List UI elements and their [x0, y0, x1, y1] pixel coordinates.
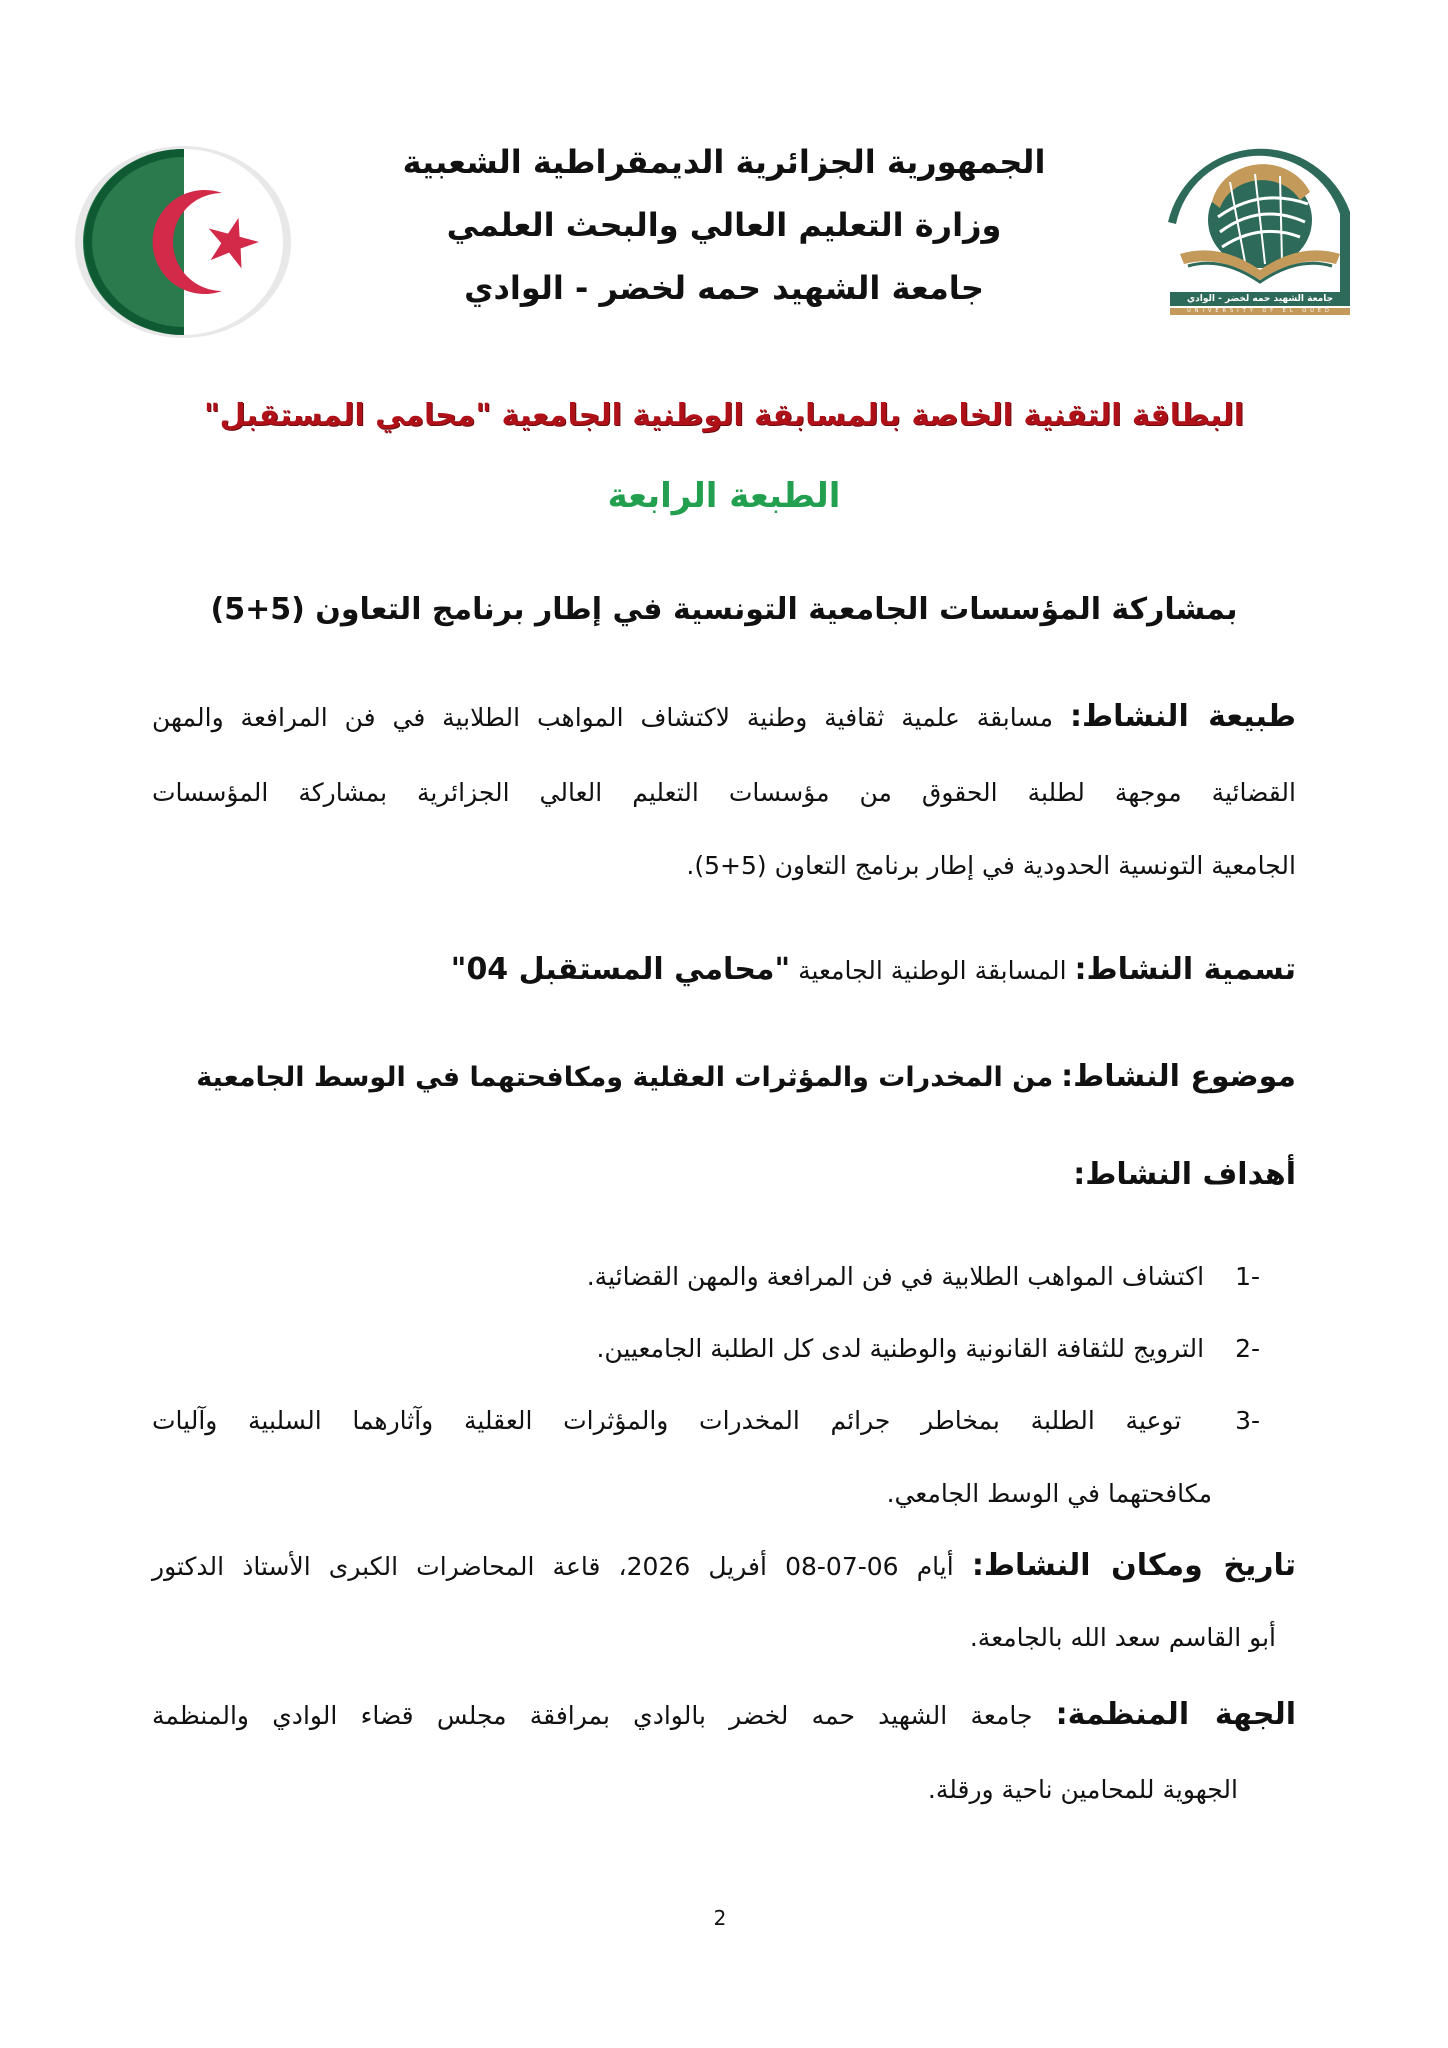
- objective-text: اكتشاف المواهب الطلابية في فن المرافعة والمهن القضائية.: [586, 1262, 1205, 1291]
- document-title: البطاقة التقنية الخاصة بالمسابقة الوطنية الجامعية "محامي المستقبل": [203, 398, 1245, 433]
- subject-line: [152, 1057, 1296, 1098]
- objectives-label: أهداف النشاط:: [1073, 1157, 1296, 1192]
- header-ministry: وزارة التعليم العالي والبحث العلمي: [446, 206, 1002, 244]
- objective-item-3: [152, 1401, 1260, 1441]
- logo-text-arabic: جامعة الشهيد حمه لخضر - الوادي: [1186, 294, 1334, 304]
- nature-line-3: الجامعية التونسية الحدودية في إطار برنامج التعاون (5+5).: [686, 851, 1296, 880]
- subject-label: موضوع النشاط:: [1061, 1059, 1296, 1094]
- organizer-text-1: جامعة الشهيد حمه لخضر بالوادي بمرافقة مجلس قضاء الوادي والمنظمة: [152, 1701, 1033, 1730]
- objective-number: -2: [1235, 1334, 1260, 1363]
- objective-text: الترويج للثقافة القانونية والوطنية لدى كل الطلبة الجامعيين.: [596, 1334, 1205, 1363]
- name-label: تسمية النشاط:: [1074, 952, 1296, 987]
- organizer-label: الجهة المنظمة:: [1055, 1697, 1297, 1732]
- objective-number: -1: [1235, 1262, 1260, 1291]
- name-highlight: "محامي المستقبل 04": [450, 952, 791, 987]
- subtitle: بمشاركة المؤسسات الجامعية التونسية في إطار برنامج التعاون (5+5): [210, 592, 1238, 627]
- nature-label: طبيعة النشاط:: [1069, 699, 1296, 734]
- logo-text-english: UNIVERSITY OF EL OUED: [1187, 308, 1333, 314]
- objectives-label-line: [152, 1155, 1296, 1196]
- header-university: جامعة الشهيد حمه لخضر - الوادي: [464, 269, 984, 307]
- date-line-1: [152, 1546, 1296, 1587]
- objective-text: توعية الطلبة بمخاطر جرائم المخدرات والمؤثرات العقلية وآثارهما السلبية وآليات: [152, 1406, 1182, 1435]
- organizer-line-2: الجهوية للمحامين ناحية ورقلة.: [927, 1775, 1238, 1804]
- organizer-line-1: [152, 1695, 1296, 1736]
- date-label: تاريخ ومكان النشاط:: [971, 1548, 1297, 1583]
- nature-line-1: [152, 697, 1296, 738]
- objective-number: -3: [1235, 1406, 1260, 1435]
- date-line-2: أبو القاسم سعد الله بالجامعة.: [969, 1623, 1276, 1652]
- page-number: 2: [713, 1906, 727, 1930]
- subject-text: من المخدرات والمؤثرات العقلية ومكافحتهما في الوسط الجامعية: [196, 1062, 1054, 1093]
- date-text-1: أيام 06-07-08 أفريل 2026، قاعة المحاضرات الكبرى الأستاذ الدكتور: [152, 1552, 954, 1581]
- name-text: المسابقة الوطنية الجامعية: [798, 956, 1067, 985]
- objective-item-2: [152, 1329, 1260, 1369]
- nature-line-2: القضائية موجهة لطلبة الحقوق من مؤسسات التعليم العالي الجزائرية بمشاركة المؤسسات: [152, 778, 1296, 807]
- objective-item-1: [152, 1257, 1260, 1297]
- name-line: [152, 950, 1296, 991]
- nature-text-1: مسابقة علمية ثقافية وطنية لاكتشاف المواهب الطلابية في فن المرافعة والمهن: [152, 703, 1054, 732]
- objective-item-3-cont: مكافحتهما في الوسط الجامعي.: [886, 1479, 1212, 1508]
- edition-title: الطبعة الرابعة: [607, 476, 841, 516]
- header-republic: الجمهورية الجزائرية الديمقراطية الشعبية: [402, 143, 1046, 181]
